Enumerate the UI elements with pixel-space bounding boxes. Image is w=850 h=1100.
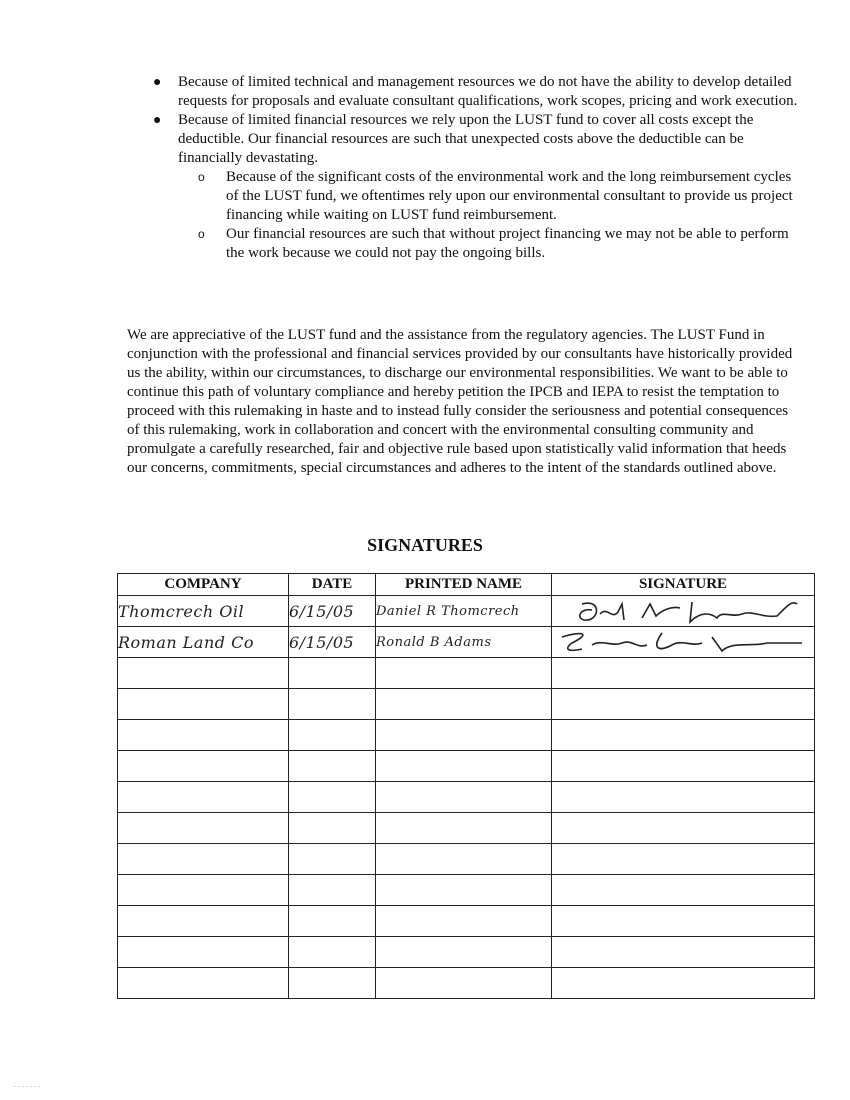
bullet-text: Because of limited technical and management resources we do not have the ability to develop detailed requests for proposals and evaluate consultant qualifications, work scopes, pricing and work execution. <box>178 74 798 109</box>
company-cell[interactable] <box>118 720 289 751</box>
date-cell[interactable]: 6/15/05 <box>289 627 376 658</box>
column-header-date: DATE <box>289 574 376 596</box>
date-cell[interactable] <box>289 937 376 968</box>
table-row <box>118 627 815 658</box>
column-header-signature: SIGNATURE <box>552 574 815 596</box>
scan-artifact: ....... <box>14 1080 42 1089</box>
printed-name-cell[interactable] <box>376 968 552 999</box>
empty-table-row <box>118 875 815 906</box>
handwritten-signature <box>552 596 815 626</box>
date-cell[interactable] <box>289 689 376 720</box>
signature-cell[interactable] <box>552 906 815 937</box>
printed-name-cell[interactable]: Daniel R Thomcrech <box>376 596 552 627</box>
company-cell[interactable] <box>118 844 289 875</box>
printed-name-cell[interactable] <box>376 658 552 689</box>
empty-table-row <box>118 782 815 813</box>
company-cell[interactable]: Roman Land Co <box>118 627 289 658</box>
empty-table-row <box>118 751 815 782</box>
signatures-heading: SIGNATURES <box>367 535 483 555</box>
sub-list-item <box>148 225 800 263</box>
signature-cell[interactable] <box>552 596 815 627</box>
printed-name-cell[interactable] <box>376 906 552 937</box>
circle-bullet-icon: o <box>198 170 205 184</box>
bullet-list <box>150 73 800 263</box>
company-cell[interactable] <box>118 813 289 844</box>
table-row <box>118 596 815 627</box>
empty-table-row <box>118 689 815 720</box>
printed-name-cell[interactable] <box>376 720 552 751</box>
empty-table-row <box>118 720 815 751</box>
date-cell[interactable] <box>289 720 376 751</box>
signature-cell[interactable] <box>552 937 815 968</box>
column-header-printed-name: PRINTED NAME <box>376 574 552 596</box>
company-cell[interactable] <box>118 658 289 689</box>
printed-name-cell[interactable] <box>376 689 552 720</box>
company-cell[interactable] <box>118 875 289 906</box>
sub-bullet-text: Our financial resources are such that without project financing we may not be able to perform the work because we could not pay the ongoing bills. <box>226 226 789 261</box>
date-cell[interactable] <box>289 906 376 937</box>
table-header-row <box>118 574 815 596</box>
company-cell[interactable]: Thomcrech Oil <box>118 596 289 627</box>
date-cell[interactable] <box>289 844 376 875</box>
empty-table-row <box>118 968 815 999</box>
company-cell[interactable] <box>118 689 289 720</box>
company-cell[interactable] <box>118 751 289 782</box>
empty-table-row <box>118 906 815 937</box>
company-cell[interactable] <box>118 968 289 999</box>
date-cell[interactable] <box>289 875 376 906</box>
signature-cell[interactable] <box>552 813 815 844</box>
printed-name-cell[interactable] <box>376 782 552 813</box>
sub-list-item <box>148 168 800 225</box>
column-header-company: COMPANY <box>118 574 289 596</box>
date-cell[interactable] <box>289 782 376 813</box>
list-item <box>150 111 800 168</box>
circle-bullet-icon: o <box>198 227 205 241</box>
list-item <box>150 73 800 111</box>
signature-cell[interactable] <box>552 720 815 751</box>
signature-cell[interactable] <box>552 689 815 720</box>
date-cell[interactable] <box>289 658 376 689</box>
date-cell[interactable] <box>289 813 376 844</box>
handwritten-signature <box>552 627 815 657</box>
date-cell[interactable]: 6/15/05 <box>289 596 376 627</box>
signature-cell[interactable] <box>552 844 815 875</box>
date-cell[interactable] <box>289 968 376 999</box>
empty-table-row <box>118 813 815 844</box>
bullet-text: Because of limited financial resources we rely upon the LUST fund to cover all costs except the deductible. Our financial resources are such that unexpected costs above the deductible can be financially devastating. <box>178 112 754 166</box>
printed-name-cell[interactable] <box>376 937 552 968</box>
printed-name-cell[interactable]: Ronald B Adams <box>376 627 552 658</box>
printed-name-cell[interactable] <box>376 844 552 875</box>
bullet-icon: ● <box>153 113 162 128</box>
empty-table-row <box>118 658 815 689</box>
signature-cell[interactable] <box>552 658 815 689</box>
signature-cell[interactable] <box>552 875 815 906</box>
printed-name-cell[interactable] <box>376 751 552 782</box>
body-paragraph: We are appreciative of the LUST fund and the assistance from the regulatory agencies. The LUST Fund in conjunction with the professional and financial services provided by our consultants have historically provided us the ability, within our circumstances, to discharge our environmental responsibilities. We want to be able to continue this path of voluntary compliance and hereby petition the IPCB and IEPA to resist the temptation to proceed with this rulemaking in haste and to instead fully consider the seriousness and potential consequences of this rulemaking, work in collaboration and concert with the environmental consulting community and promulgate a carefully researched, fair and objective rule based upon statistically valid information that heeds our concerns, commitments, special circumstances and adheres to the intent of the standards outlined above. <box>127 327 793 476</box>
signature-cell[interactable] <box>552 782 815 813</box>
signature-cell[interactable] <box>552 627 815 658</box>
empty-table-row <box>118 844 815 875</box>
company-cell[interactable] <box>118 937 289 968</box>
sub-bullet-text: Because of the significant costs of the environmental work and the long reimbursement cycles of the LUST fund, we oftentimes rely upon our environmental consultant to provide us project financing while waiting on LUST fund reimbursement. <box>226 169 793 223</box>
signature-cell[interactable] <box>552 751 815 782</box>
company-cell[interactable] <box>118 782 289 813</box>
printed-name-cell[interactable] <box>376 875 552 906</box>
company-cell[interactable] <box>118 906 289 937</box>
empty-table-row <box>118 937 815 968</box>
signature-cell[interactable] <box>552 968 815 999</box>
printed-name-cell[interactable] <box>376 813 552 844</box>
bullet-icon: ● <box>153 75 162 90</box>
date-cell[interactable] <box>289 751 376 782</box>
signature-table <box>117 573 815 999</box>
